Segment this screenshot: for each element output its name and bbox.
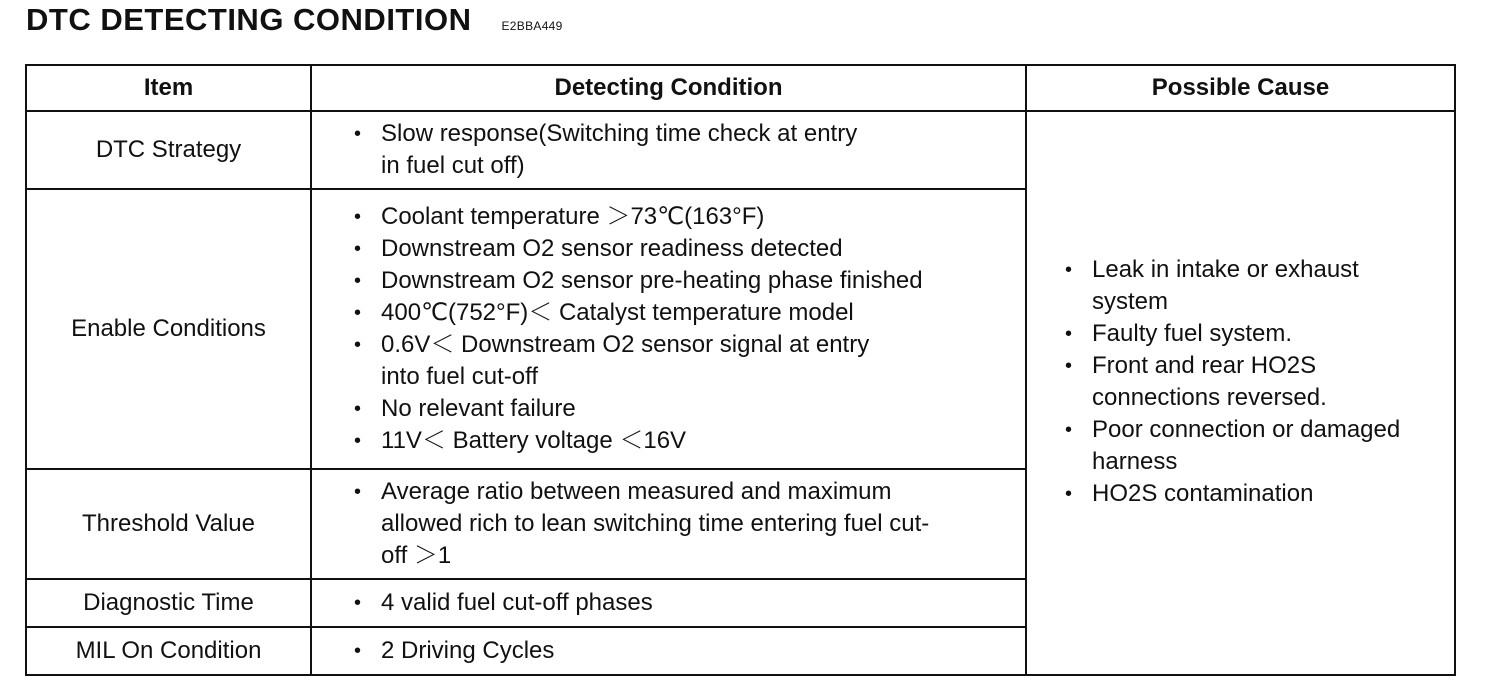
condition-item: • Average ratio between measured and maximum allowed rich to lean switching time entering fuel cut-off ＞1 — [354, 478, 930, 569]
row-item-mil-on-condition: MIL On Condition — [26, 627, 311, 675]
table-row — [26, 111, 1455, 189]
bullet-icon: • — [354, 430, 362, 452]
row-conditions-diagnostic-time — [311, 579, 1026, 627]
cause-item: • Poor connection or damaged harness — [1065, 416, 1401, 475]
bullet-icon: • — [354, 123, 362, 145]
bullet-icon: • — [1065, 483, 1073, 505]
page-title: DTC DETECTING CONDITION — [26, 2, 472, 37]
cause-item: • Leak in intake or exhaust system — [1065, 256, 1359, 315]
bullet-icon: • — [354, 334, 362, 356]
document-code: E2BBA449 — [501, 19, 563, 33]
condition-item: • 2 Driving Cycles — [312, 635, 1025, 667]
bullet-icon: • — [354, 640, 362, 662]
condition-item: • Slow response(Switching time check at entry in fuel cut off) — [354, 120, 858, 179]
condition-item: • No relevant failure — [312, 393, 1025, 425]
cause-item: • Front and rear HO2S connections reversed. — [1065, 352, 1327, 411]
bullet-icon: • — [354, 592, 362, 614]
bullet-icon: • — [1065, 323, 1073, 345]
condition-item: • Coolant temperature ＞73℃(163°F) — [312, 201, 1025, 233]
bullet-icon: • — [354, 481, 362, 503]
bullet-icon: • — [354, 302, 362, 324]
bullet-icon: • — [1065, 259, 1073, 281]
cause-item: • Faulty fuel system. — [1027, 318, 1454, 350]
table-header-row — [26, 65, 1455, 111]
document-header — [26, 2, 563, 42]
row-item-dtc-strategy: DTC Strategy — [26, 111, 311, 189]
bullet-icon: • — [354, 398, 362, 420]
dtc-table — [25, 64, 1456, 676]
bullet-icon: • — [1065, 355, 1073, 377]
bullet-icon: • — [1065, 419, 1073, 441]
cause-item: • HO2S contamination — [1027, 478, 1454, 510]
column-header-possible-cause: Possible Cause — [1026, 65, 1455, 111]
bullet-icon: • — [354, 206, 362, 228]
row-conditions-mil-on-condition — [311, 627, 1026, 675]
row-conditions-enable-conditions — [311, 189, 1026, 469]
condition-item: • 0.6V＜ Downstream O2 sensor signal at entry into fuel cut-off — [354, 331, 870, 390]
column-header-item: Item — [26, 65, 311, 111]
row-item-threshold-value: Threshold Value — [26, 469, 311, 579]
condition-item: • 4 valid fuel cut-off phases — [312, 587, 1025, 619]
condition-item: • Downstream O2 sensor pre-heating phase finished — [312, 265, 1025, 297]
bullet-icon: • — [354, 270, 362, 292]
row-item-diagnostic-time: Diagnostic Time — [26, 579, 311, 627]
condition-item: • Downstream O2 sensor readiness detected — [312, 233, 1025, 265]
condition-item: • 400℃(752°F)＜ Catalyst temperature model — [312, 297, 1025, 329]
condition-item: • 11V＜ Battery voltage ＜16V — [312, 425, 1025, 457]
row-conditions-dtc-strategy — [311, 111, 1026, 189]
bullet-icon: • — [354, 238, 362, 260]
possible-cause-cell — [1026, 111, 1455, 675]
row-conditions-threshold-value — [311, 469, 1026, 579]
row-item-enable-conditions: Enable Conditions — [26, 189, 311, 469]
column-header-detecting-condition: Detecting Condition — [311, 65, 1026, 111]
